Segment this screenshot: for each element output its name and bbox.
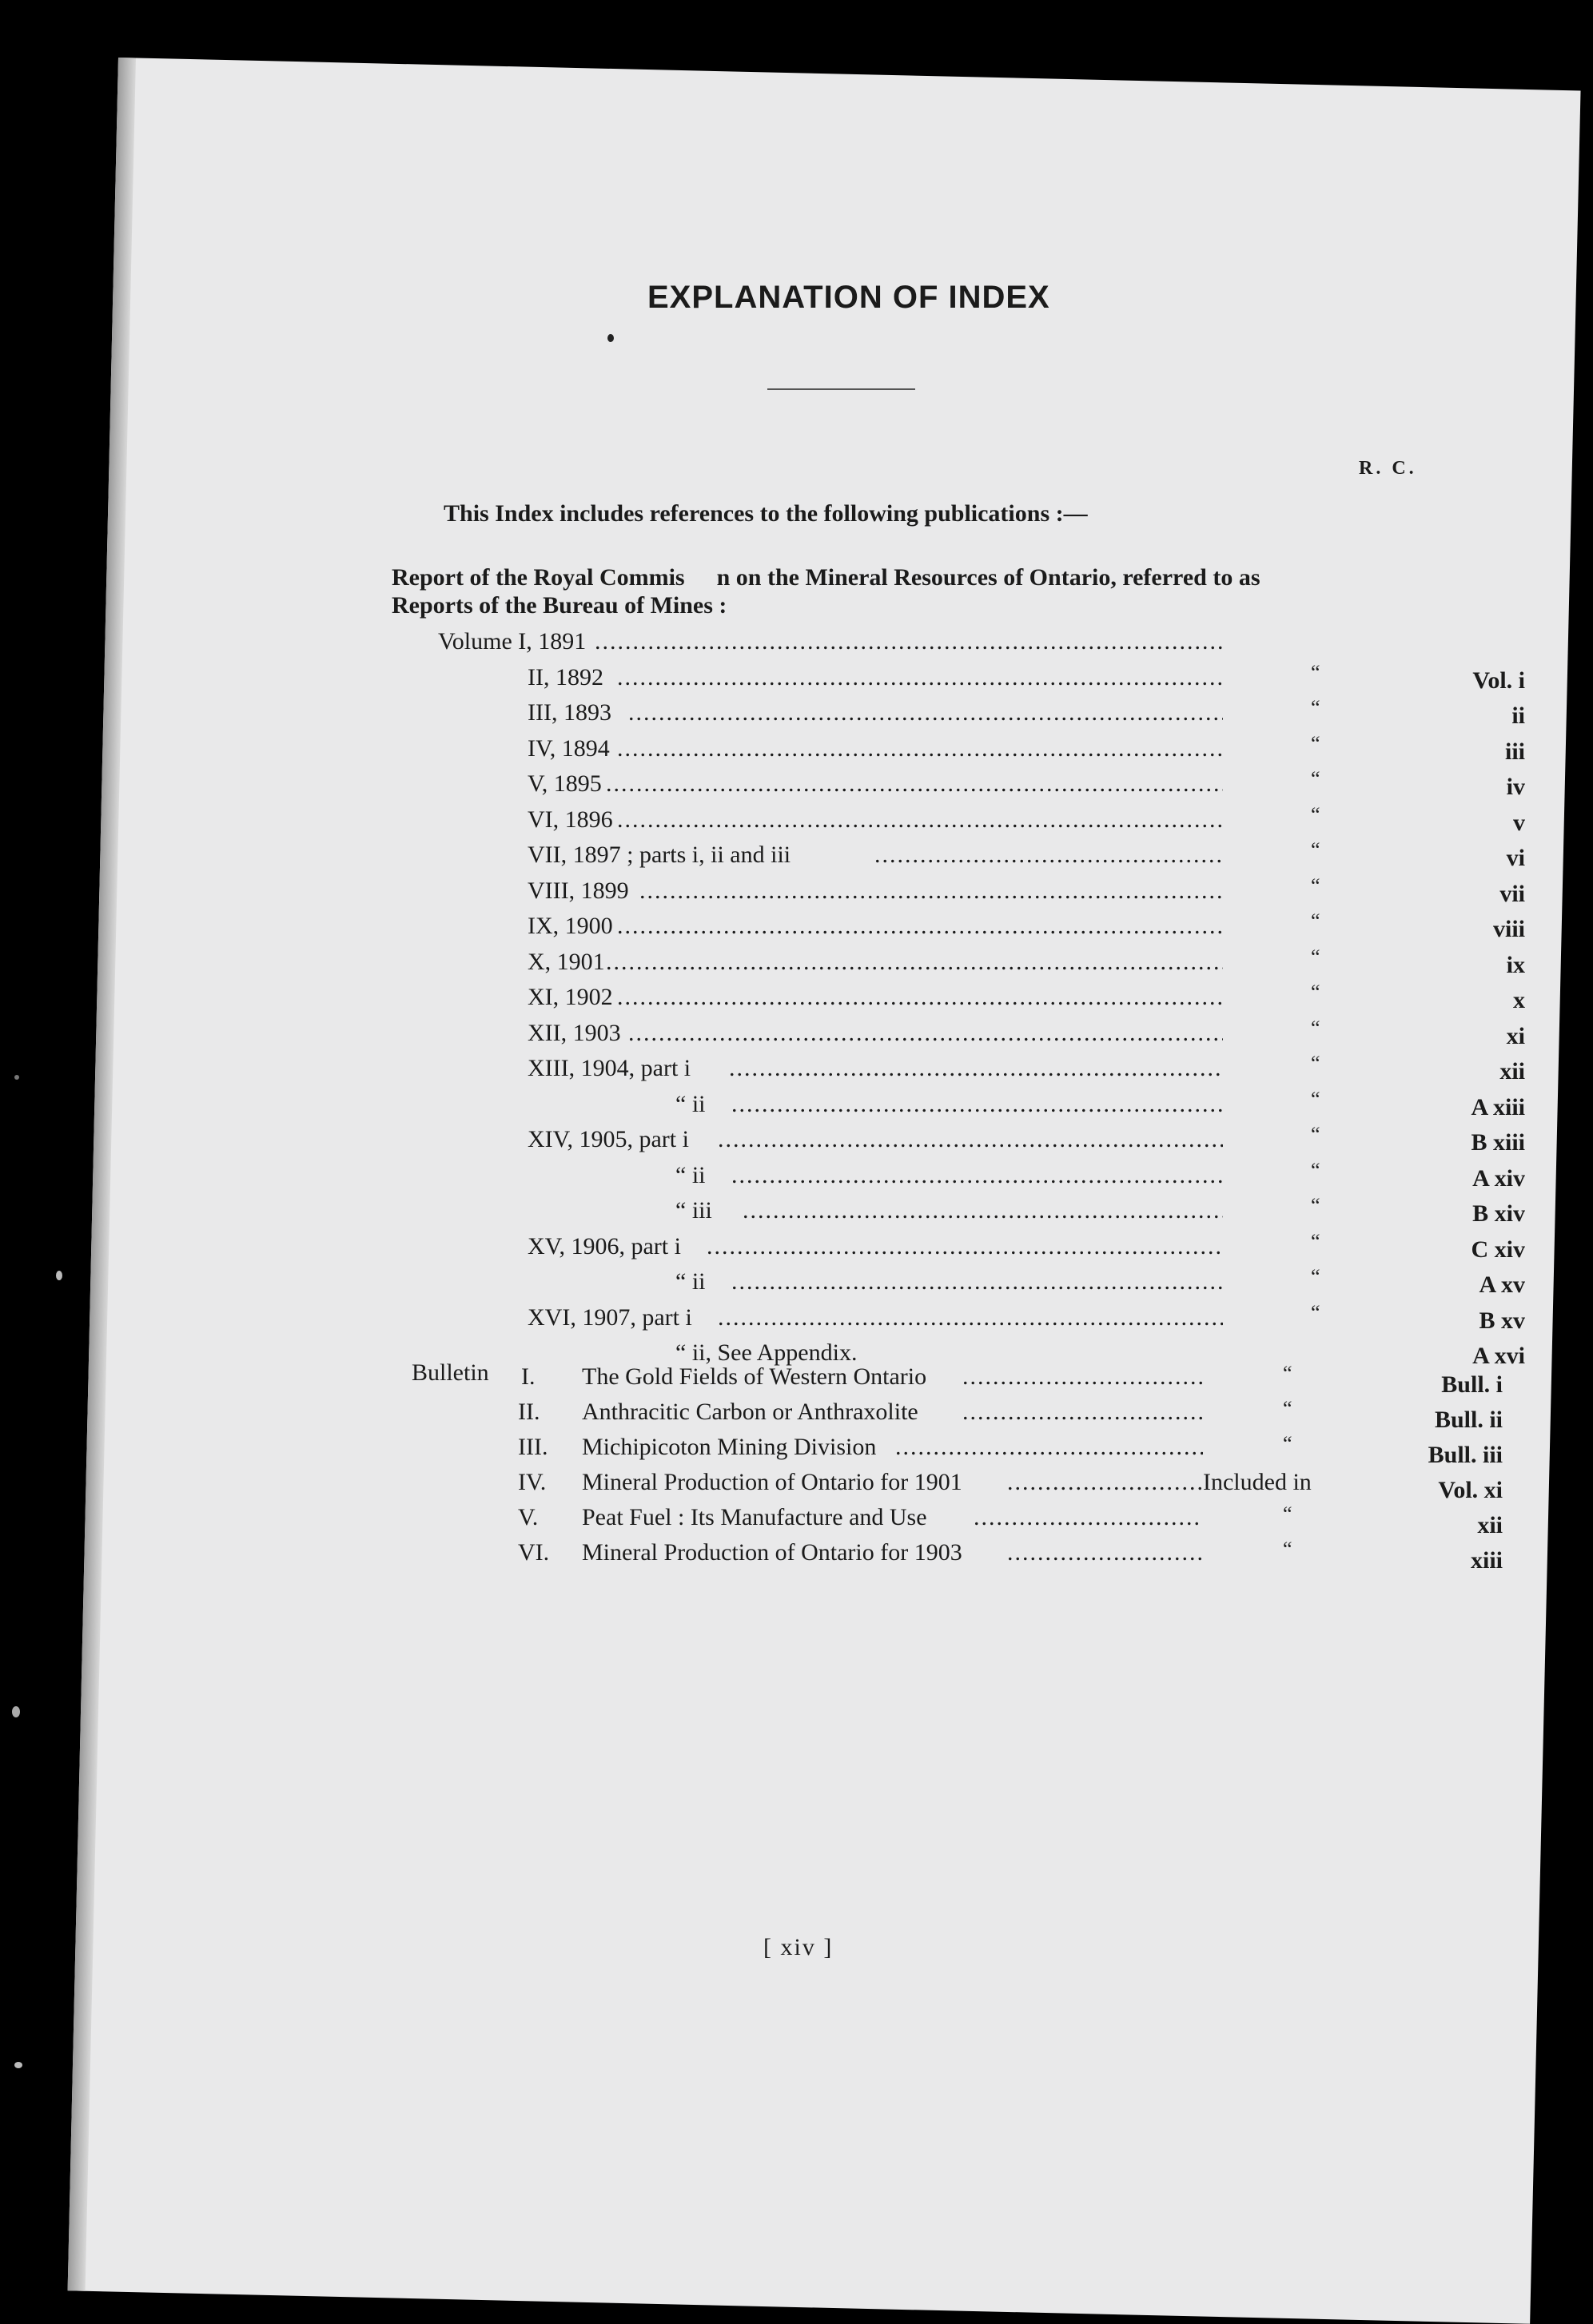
ditto-mark: “	[1311, 873, 1320, 897]
ditto-mark: “	[1283, 1432, 1292, 1455]
volume-label: XI, 1902	[528, 984, 613, 1010]
ditto-mark: “	[1311, 1300, 1320, 1324]
ditto-mark: “	[1311, 945, 1320, 969]
bulletin-number: IV.	[518, 1469, 547, 1495]
dot-leader	[606, 948, 1223, 977]
dot-leader	[595, 627, 1223, 656]
ditto-mark: “	[1283, 1538, 1292, 1561]
bulletin-title: Mineral Production of Ontario for 1903	[582, 1539, 962, 1566]
volume-label: VI, 1896	[528, 806, 613, 833]
bulletin-title: Peat Fuel : Its Manufacture and Use	[582, 1504, 927, 1530]
volume-label: Volume I, 1891	[438, 628, 587, 655]
volume-ref: ii	[1511, 702, 1525, 729]
bulletin-ref: Bull. iii	[1428, 1442, 1503, 1468]
dot-leader	[718, 1303, 1223, 1332]
volume-label: VIII, 1899	[528, 877, 629, 904]
ditto-mark: Included in	[1203, 1469, 1312, 1495]
volume-ref: Vol. i	[1472, 667, 1525, 694]
volume-label: XII, 1903	[528, 1019, 621, 1046]
page-title: EXPLANATION OF INDEX	[647, 280, 1050, 315]
dot-leader	[718, 1125, 1223, 1154]
scanned-page	[68, 58, 1581, 2324]
dot-leader	[628, 1019, 1223, 1048]
bulletin-title: Anthracitic Carbon or Anthraxolite	[582, 1399, 918, 1425]
volume-ref: A xv	[1479, 1271, 1525, 1298]
ditto-mark: “	[1311, 1016, 1320, 1040]
dot-leader	[639, 877, 1223, 905]
volume-ref: A xiii	[1471, 1093, 1525, 1120]
ditto-mark: “	[1311, 767, 1320, 790]
ditto-mark: “	[1311, 802, 1320, 826]
bulletin-title: Michipicoton Mining Division	[582, 1434, 877, 1460]
volume-label: IX, 1900	[528, 913, 613, 939]
dot-leader	[974, 1503, 1203, 1532]
ditto-mark: “	[1311, 1265, 1320, 1288]
dot-leader	[707, 1232, 1223, 1261]
volume-label: XIII, 1904, part i	[528, 1055, 691, 1081]
volume-label: XIV, 1905, part i	[528, 1126, 689, 1152]
royal-commission-text: Report of the Royal Commis	[392, 564, 685, 591]
ditto-mark: “	[1283, 1362, 1292, 1385]
volume-ref: C xiv	[1471, 1236, 1525, 1263]
volume-label: IV, 1894	[528, 734, 610, 762]
volume-label: V, 1895	[528, 770, 602, 797]
volume-label: “ ii	[675, 1161, 706, 1188]
ditto-mark: “	[1311, 981, 1320, 1004]
volume-label: “ iii	[675, 1197, 712, 1224]
dot-leader	[617, 663, 1223, 692]
royal-commission-ref: R. C.	[1359, 458, 1417, 479]
volume-ref: ix	[1506, 951, 1525, 978]
scan-speck	[14, 1075, 19, 1080]
bulletin-heading: Bulletin	[412, 1359, 489, 1386]
dot-leader	[743, 1196, 1223, 1225]
bulletin-number: VI.	[518, 1539, 550, 1566]
volume-ref: xi	[1506, 1022, 1525, 1049]
volume-ref: A xiv	[1472, 1164, 1525, 1192]
bulletin-number: II.	[518, 1399, 540, 1425]
royal-commission-line	[392, 563, 1260, 592]
volume-ref: iv	[1506, 774, 1525, 800]
ditto-mark: “	[1311, 1087, 1320, 1111]
dot-leader	[628, 698, 1223, 727]
dot-leader	[617, 912, 1223, 941]
dot-leader	[617, 983, 1223, 1012]
volume-ref: viii	[1492, 916, 1525, 942]
ditto-mark: “	[1311, 660, 1320, 684]
dot-leader	[874, 841, 1223, 870]
ditto-mark: “	[1311, 696, 1320, 719]
dot-leader	[731, 1090, 1223, 1119]
dot-leader	[895, 1433, 1203, 1462]
bulletin-number: V.	[518, 1504, 539, 1530]
volume-ref: A xvi	[1472, 1343, 1525, 1369]
scan-speck	[56, 1271, 62, 1280]
bulletin-title: The Gold Fields of Western Ontario	[582, 1363, 927, 1390]
dot-leader	[962, 1363, 1203, 1391]
volume-ref: vii	[1499, 880, 1525, 907]
scan-speck	[12, 1706, 20, 1717]
bureau-heading: Reports of the Bureau of Mines :	[392, 592, 727, 619]
ditto-mark: “	[1311, 1052, 1320, 1075]
volume-label: III, 1893	[528, 699, 611, 726]
ditto-mark: “	[1311, 1123, 1320, 1146]
ditto-mark: “	[1311, 1158, 1320, 1182]
ditto-mark: “	[1311, 1229, 1320, 1253]
ditto-mark: “	[1311, 838, 1320, 862]
volume-label: XVI, 1907, part i	[528, 1303, 692, 1331]
dot-leader	[731, 1161, 1223, 1190]
dot-leader	[729, 1054, 1223, 1083]
bulletin-ref: Bull. ii	[1434, 1407, 1503, 1433]
volume-label: “ ii, See Appendix.	[675, 1339, 858, 1366]
volume-ref: vi	[1506, 845, 1525, 871]
dot-leader	[731, 1267, 1223, 1296]
dot-leader	[617, 806, 1223, 834]
volume-ref: x	[1513, 987, 1525, 1013]
bulletin-number: I.	[521, 1363, 536, 1390]
bulletin-ref: Bull. i	[1441, 1371, 1503, 1398]
royal-commission-text-continued: n on the Mineral Resources of Ontario, referred to as	[716, 564, 1260, 591]
volume-label: II, 1892	[528, 663, 603, 690]
dot-leader	[1007, 1468, 1203, 1497]
bulletin-title: Mineral Production of Ontario for 1901	[582, 1469, 962, 1495]
volume-ref: iii	[1504, 738, 1525, 765]
bulletin-ref: xiii	[1470, 1547, 1503, 1574]
dot-leader	[1007, 1538, 1203, 1567]
dot-leader	[606, 770, 1223, 798]
volume-ref: B xv	[1479, 1307, 1525, 1334]
bulletin-number: III.	[518, 1434, 548, 1460]
dot-leader	[962, 1398, 1203, 1427]
scan-speck	[14, 2062, 22, 2068]
dot-leader	[617, 734, 1223, 763]
ditto-mark: “	[1311, 731, 1320, 755]
page-number: [ xiv ]	[763, 1934, 834, 1960]
ink-dot	[607, 334, 614, 342]
ditto-mark: “	[1311, 1194, 1320, 1217]
ditto-mark: “	[1311, 909, 1320, 933]
volume-label: VII, 1897 ; parts i, ii and iii	[528, 842, 791, 868]
volume-label: X, 1901	[528, 948, 605, 975]
volume-label: XV, 1906, part i	[528, 1232, 681, 1259]
volume-ref: xii	[1499, 1058, 1525, 1084]
volume-label: “ ii	[675, 1268, 706, 1295]
volume-ref: v	[1513, 809, 1525, 836]
ditto-mark: “	[1283, 1502, 1292, 1526]
ditto-mark: “	[1283, 1397, 1292, 1420]
volume-ref: B xiii	[1471, 1129, 1525, 1156]
bulletin-ref: xii	[1477, 1512, 1503, 1538]
bulletin-ref: Vol. xi	[1438, 1477, 1503, 1503]
title-divider	[767, 388, 915, 390]
intro-text: This Index includes references to the following publications :—	[444, 500, 1088, 527]
volume-ref: B xiv	[1472, 1200, 1525, 1227]
volume-label: “ ii	[675, 1090, 706, 1117]
